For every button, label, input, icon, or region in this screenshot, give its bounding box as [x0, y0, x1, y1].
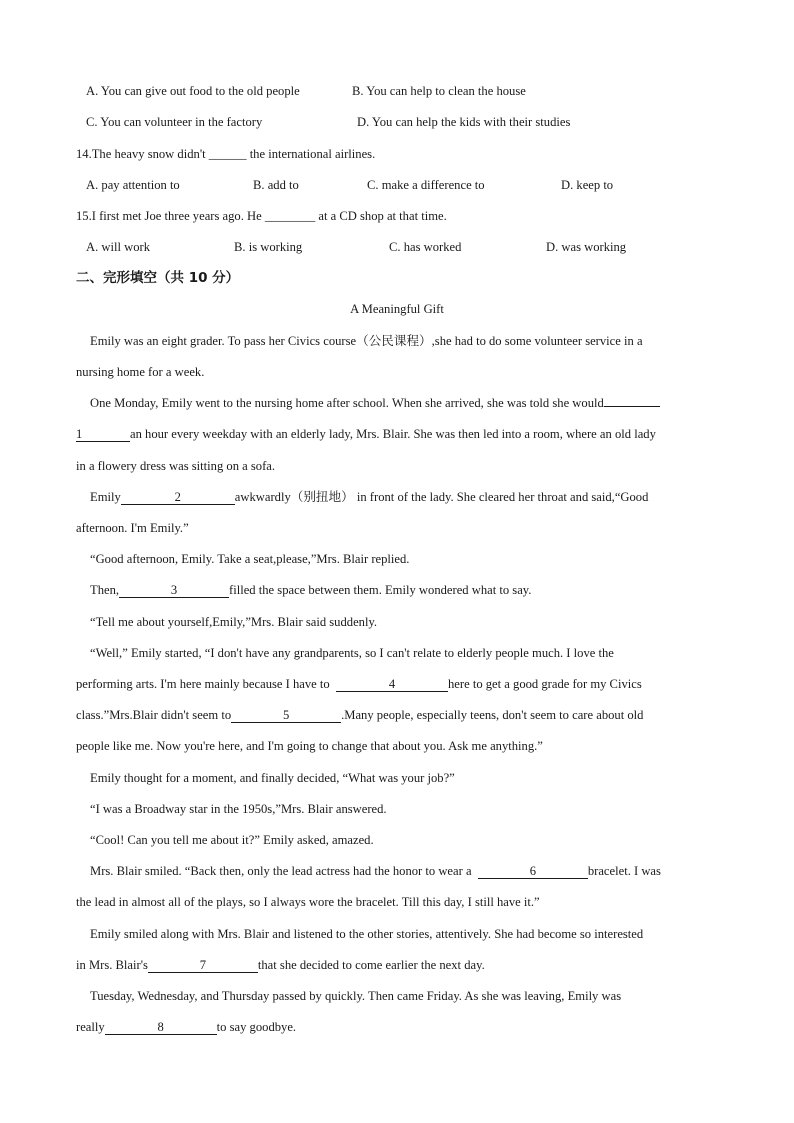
- passage-title: A Meaningful Gift: [350, 302, 444, 316]
- paragraph-5-after: filled the space between them. Emily wondered what to say.: [229, 583, 532, 597]
- paragraph-3-line-2: afternoon. I'm Emily.”: [76, 521, 189, 535]
- q15-stem-before: 15.I first met Joe three years ago. He: [76, 209, 262, 223]
- paragraph-2-text: One Monday, Emily went to the nursing home after school. When she arrived, she was told she would: [90, 396, 604, 410]
- paragraph-12-line-2: [76, 957, 485, 973]
- paragraph-11-line-2: the lead in almost all of the plays, so I always wore the bracelet. Till this day, I still have it.”: [76, 895, 540, 909]
- q14-blank: ______: [208, 147, 247, 161]
- section-heading: 二、完形填空（共 10 分）: [76, 270, 240, 286]
- paragraph-7-line-4: people like me. Now you're here, and I'm going to change that about you. Ask me anything.”: [76, 739, 543, 753]
- q13-option-c: C. You can volunteer in the factory: [86, 115, 263, 129]
- paragraph-2-line-2: [76, 426, 656, 442]
- blank-8: 8: [105, 1020, 217, 1035]
- blank-5: 5: [231, 708, 341, 723]
- paragraph-5-before: Then,: [90, 583, 120, 597]
- paragraph-8: Emily thought for a moment, and finally decided, “What was your job?”: [90, 771, 455, 785]
- paragraph-13-before: really: [76, 1020, 105, 1034]
- paragraph-1-line-2: nursing home for a week.: [76, 365, 205, 379]
- paragraph-13-after: to say goodbye.: [216, 1020, 297, 1034]
- blank-3: 3: [119, 583, 229, 598]
- paragraph-7-after: here to get a good grade for my Civics: [448, 677, 642, 691]
- q14-option-d: D. keep to: [561, 178, 614, 192]
- paragraph-1-line-1: Emily was an eight grader. To pass her Civics course（公民课程）,she had to do some volunteer service in a: [90, 334, 643, 348]
- paragraph-2-text-after: an hour every weekday with an elderly lady, Mrs. Blair. She was then led into a room, where an old lady: [130, 427, 656, 441]
- q14-stem-after: the international airlines.: [249, 147, 376, 161]
- paragraph-12-line-1: Emily smiled along with Mrs. Blair and listened to the other stories, attentively. She had become so interested: [90, 927, 644, 941]
- paragraph-10: “Cool! Can you tell me about it?” Emily asked, amazed.: [90, 833, 374, 847]
- question-14: [76, 146, 375, 162]
- paragraph-7-line-1: “Well,” Emily started, “I don't have any grandparents, so I can't relate to elderly people much. I love the: [90, 646, 614, 660]
- blank-1-lead: [604, 406, 660, 407]
- paragraph-7-line-2: [76, 676, 642, 692]
- paragraph-6: “Tell me about yourself,Emily,”Mrs. Blair said suddenly.: [90, 615, 378, 629]
- q15-option-a: A. will work: [86, 240, 151, 254]
- blank-6: 6: [478, 864, 588, 879]
- paragraph-13-line-1: Tuesday, Wednesday, and Thursday passed by quickly. Then came Friday. As she was leaving, Emily was: [90, 989, 622, 1003]
- paragraph-7-line-3-before: class.”Mrs.Blair didn't seem to: [76, 708, 232, 722]
- paragraph-11-after: bracelet. I was: [587, 864, 661, 878]
- q15-option-c: C. has worked: [389, 240, 462, 254]
- paragraph-4: “Good afternoon, Emily. Take a seat,please,”Mrs. Blair replied.: [90, 552, 410, 566]
- paragraph-5: [90, 582, 531, 598]
- paragraph-11-before: Mrs. Blair smiled. “Back then, only the lead actress had the honor to wear a: [90, 864, 472, 878]
- q15-stem-after: at a CD shop at that time.: [318, 209, 447, 223]
- paragraph-7-line-3-after: .Many people, especially teens, don't seem to care about old: [341, 708, 644, 722]
- q13-option-a: A. You can give out food to the old people: [86, 84, 300, 98]
- q14-option-c: C. make a difference to: [367, 178, 485, 192]
- q14-option-a: A. pay attention to: [86, 178, 180, 192]
- paragraph-2-line-1: [90, 395, 660, 411]
- paragraph-9: “I was a Broadway star in the 1950s,”Mrs. Blair answered.: [90, 802, 387, 816]
- blank-2: 2: [121, 490, 235, 505]
- paragraph-12-before: in Mrs. Blair's: [76, 958, 148, 972]
- paragraph-2-line-3: in a flowery dress was sitting on a sofa.: [76, 459, 276, 473]
- q13-option-d: D. You can help the kids with their studies: [357, 115, 571, 129]
- paragraph-12-after: that she decided to come earlier the next day.: [257, 958, 485, 972]
- paragraph-7-before: performing arts. I'm here mainly because I have to: [76, 677, 330, 691]
- paragraph-11-line-1: [90, 863, 661, 879]
- q14-stem-before: 14.The heavy snow didn't: [76, 147, 206, 161]
- paragraph-3-before: Emily: [90, 490, 121, 504]
- q15-blank: ________: [264, 209, 316, 223]
- blank-4: 4: [336, 677, 448, 692]
- question-15: [76, 208, 447, 224]
- q13-option-b: B. You can help to clean the house: [352, 84, 526, 98]
- blank-7: 7: [148, 958, 258, 973]
- paragraph-3-line-1: [90, 489, 648, 505]
- paragraph-7-line-3: [76, 707, 643, 723]
- paragraph-3-after: awkwardly（别扭地） in front of the lady. She cleared her throat and said,“Good: [234, 490, 649, 504]
- q15-option-b: B. is working: [234, 240, 303, 254]
- q15-option-d: D. was working: [546, 240, 627, 254]
- blank-1: 1: [76, 427, 130, 442]
- q14-option-b: B. add to: [253, 178, 299, 192]
- paragraph-13-line-2: [76, 1019, 296, 1035]
